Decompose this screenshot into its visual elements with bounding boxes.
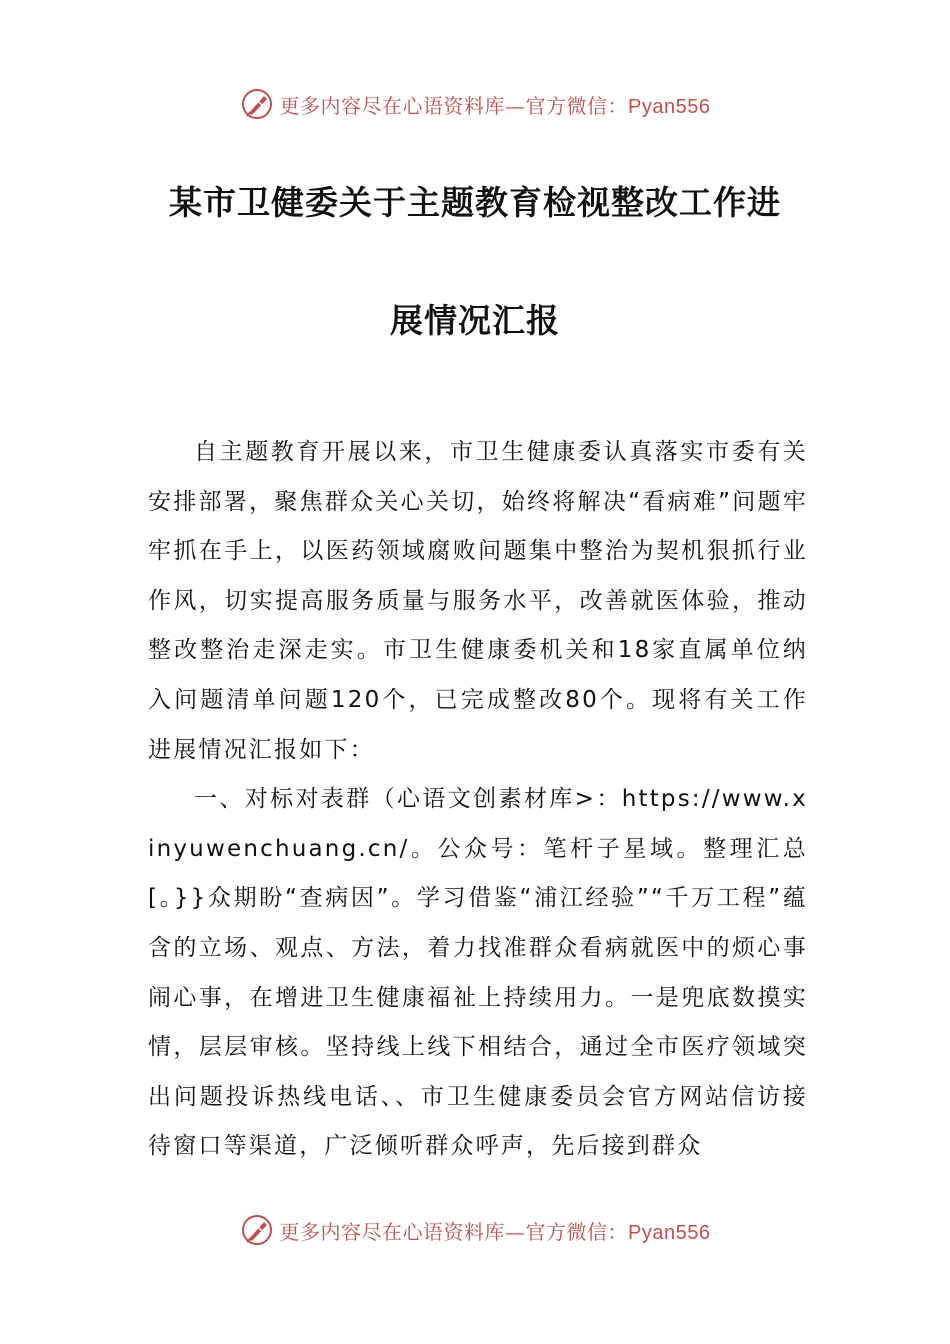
header-banner xyxy=(0,84,950,124)
quill-logo-icon xyxy=(240,87,274,121)
banner-slogan: 更多内容尽在心语资料库—官方微信： xyxy=(279,1219,629,1244)
document-title-line1: 某市卫健委关于主题教育检视整改工作进 xyxy=(169,183,781,222)
paragraph-section-1: 一、对标对表群（心语文创素材库>：https://www.xinyuwenchuang.cn/。公众号：笔杆子星域。整理汇总[。}}众期盼“查病因”。学习借鉴“浦江经验”“千万工程”蕴含的立场、观点、方法，着力找准群众看病就医中的烦心事闹心事，在增进卫生健康福祉上持续用力。一是兜底数摸实情，层层审核。坚持线上线下相结合，通过全市医疗领域突出问题投诉热线电话、、市卫生健康委员会官方网站信访接待窗口等渠道，广泛倾听群众呼声，先后接到群众 xyxy=(148,786,808,1160)
banner-text xyxy=(280,1216,711,1245)
footer-banner xyxy=(0,1210,950,1250)
quill-logo-icon xyxy=(240,1213,274,1247)
paragraph-intro: 自主题教育开展以来，市卫生健康委认真落实市委有关安排部署，聚焦群众关心关切，始终将解决“看病难”问题牢牢抓在手上，以医药领域腐败问题集中整治为契机狠抓行业作风，切实提高服务质量与服务水平，改善就医体验，推动整改整治走深走实。市卫生健康委机关和18家直属单位纳入问题清单问题120个，已完成整改80个。现将有关工作进展情况汇报如下： xyxy=(148,439,808,763)
banner-wechat-id: Pyan556 xyxy=(628,95,711,118)
document-title-line2: 展情况汇报 xyxy=(390,301,560,340)
document-body xyxy=(148,428,808,1172)
banner-text xyxy=(280,90,711,119)
banner-wechat-id: Pyan556 xyxy=(628,1221,711,1244)
banner-slogan: 更多内容尽在心语资料库—官方微信： xyxy=(279,93,629,118)
